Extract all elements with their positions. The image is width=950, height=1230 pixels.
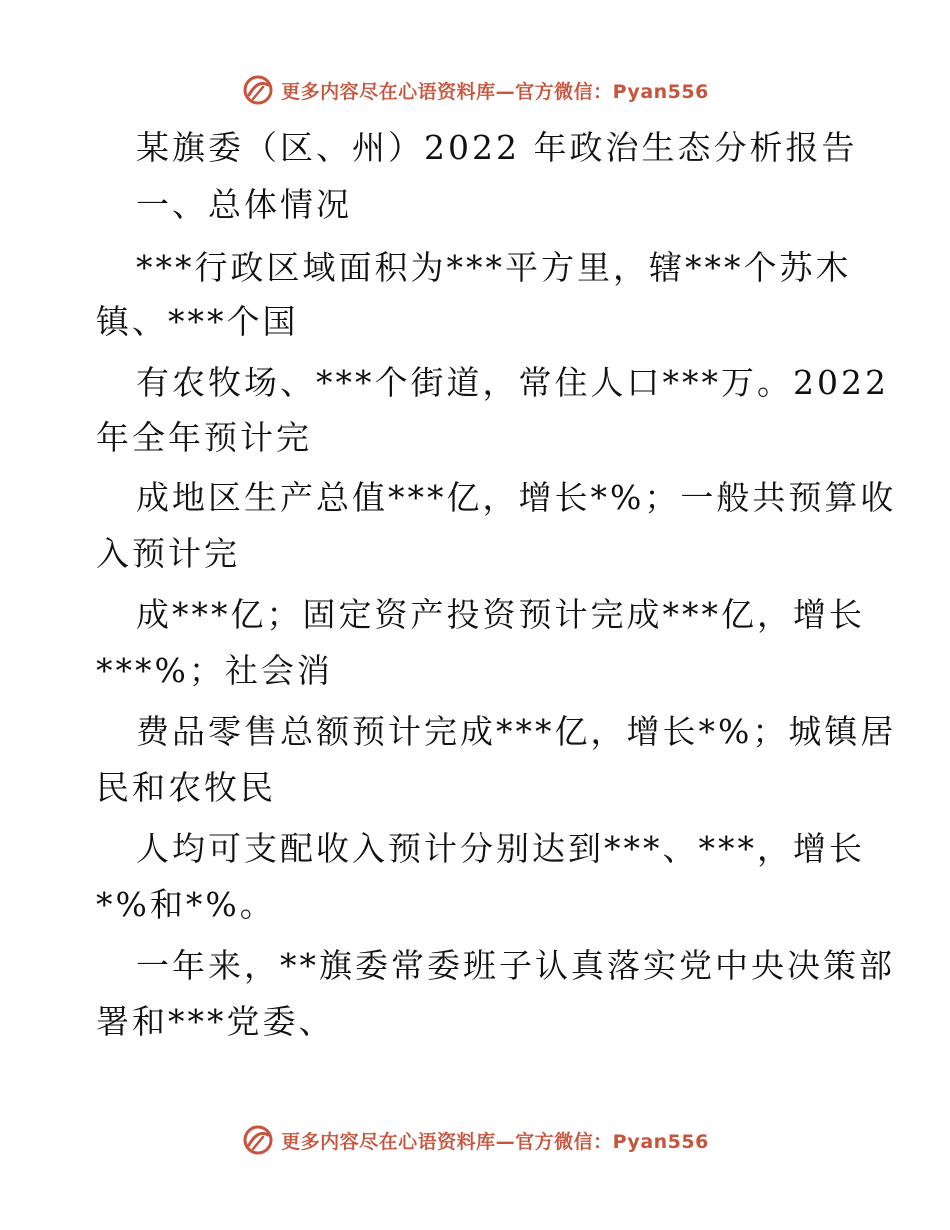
header-watermark	[0, 70, 950, 110]
logo-icon	[241, 73, 275, 107]
paragraph-line: 民和农牧民	[96, 768, 276, 807]
paragraph-line: 人均可支配收入预计分别达到***、***，增长	[136, 829, 865, 868]
paragraph-line: 费品零售总额预计完成***亿，增长*%；城镇居	[136, 712, 897, 751]
paragraph-line: ***行政区域面积为***平方里，辖***个苏木	[136, 248, 852, 287]
paragraph-line: 年全年预计完	[96, 418, 312, 457]
paragraph-line: 成***亿；固定资产投资预计完成***亿，增长	[136, 595, 865, 634]
logo-icon	[241, 1123, 275, 1157]
paragraph-line: 成地区生产总值***亿，增长*%；一般共预算收	[136, 478, 897, 517]
paragraph-line: 镇、***个国	[96, 302, 299, 341]
section-heading: 一、总体情况	[136, 185, 352, 224]
watermark-text: 更多内容尽在心语资料库—官方微信：Pyan556	[281, 80, 709, 103]
paragraph-line: 有农牧场、***个街道，常住人口***万。2022	[136, 363, 889, 402]
paragraph-line: 入预计完	[96, 534, 240, 573]
paragraph-line: ***%；社会消	[96, 651, 333, 690]
paragraph-line: 一年来，**旗委常委班子认真落实党中央决策部	[136, 946, 895, 985]
paragraph-line: *%和*%。	[96, 885, 276, 924]
footer-watermark	[0, 1120, 950, 1160]
document-title: 某旗委（区、州）2022 年政治生态分析报告	[136, 128, 858, 167]
paragraph-line: 署和***党委、	[96, 1002, 335, 1041]
watermark-text: 更多内容尽在心语资料库—官方微信：Pyan556	[281, 1130, 709, 1153]
